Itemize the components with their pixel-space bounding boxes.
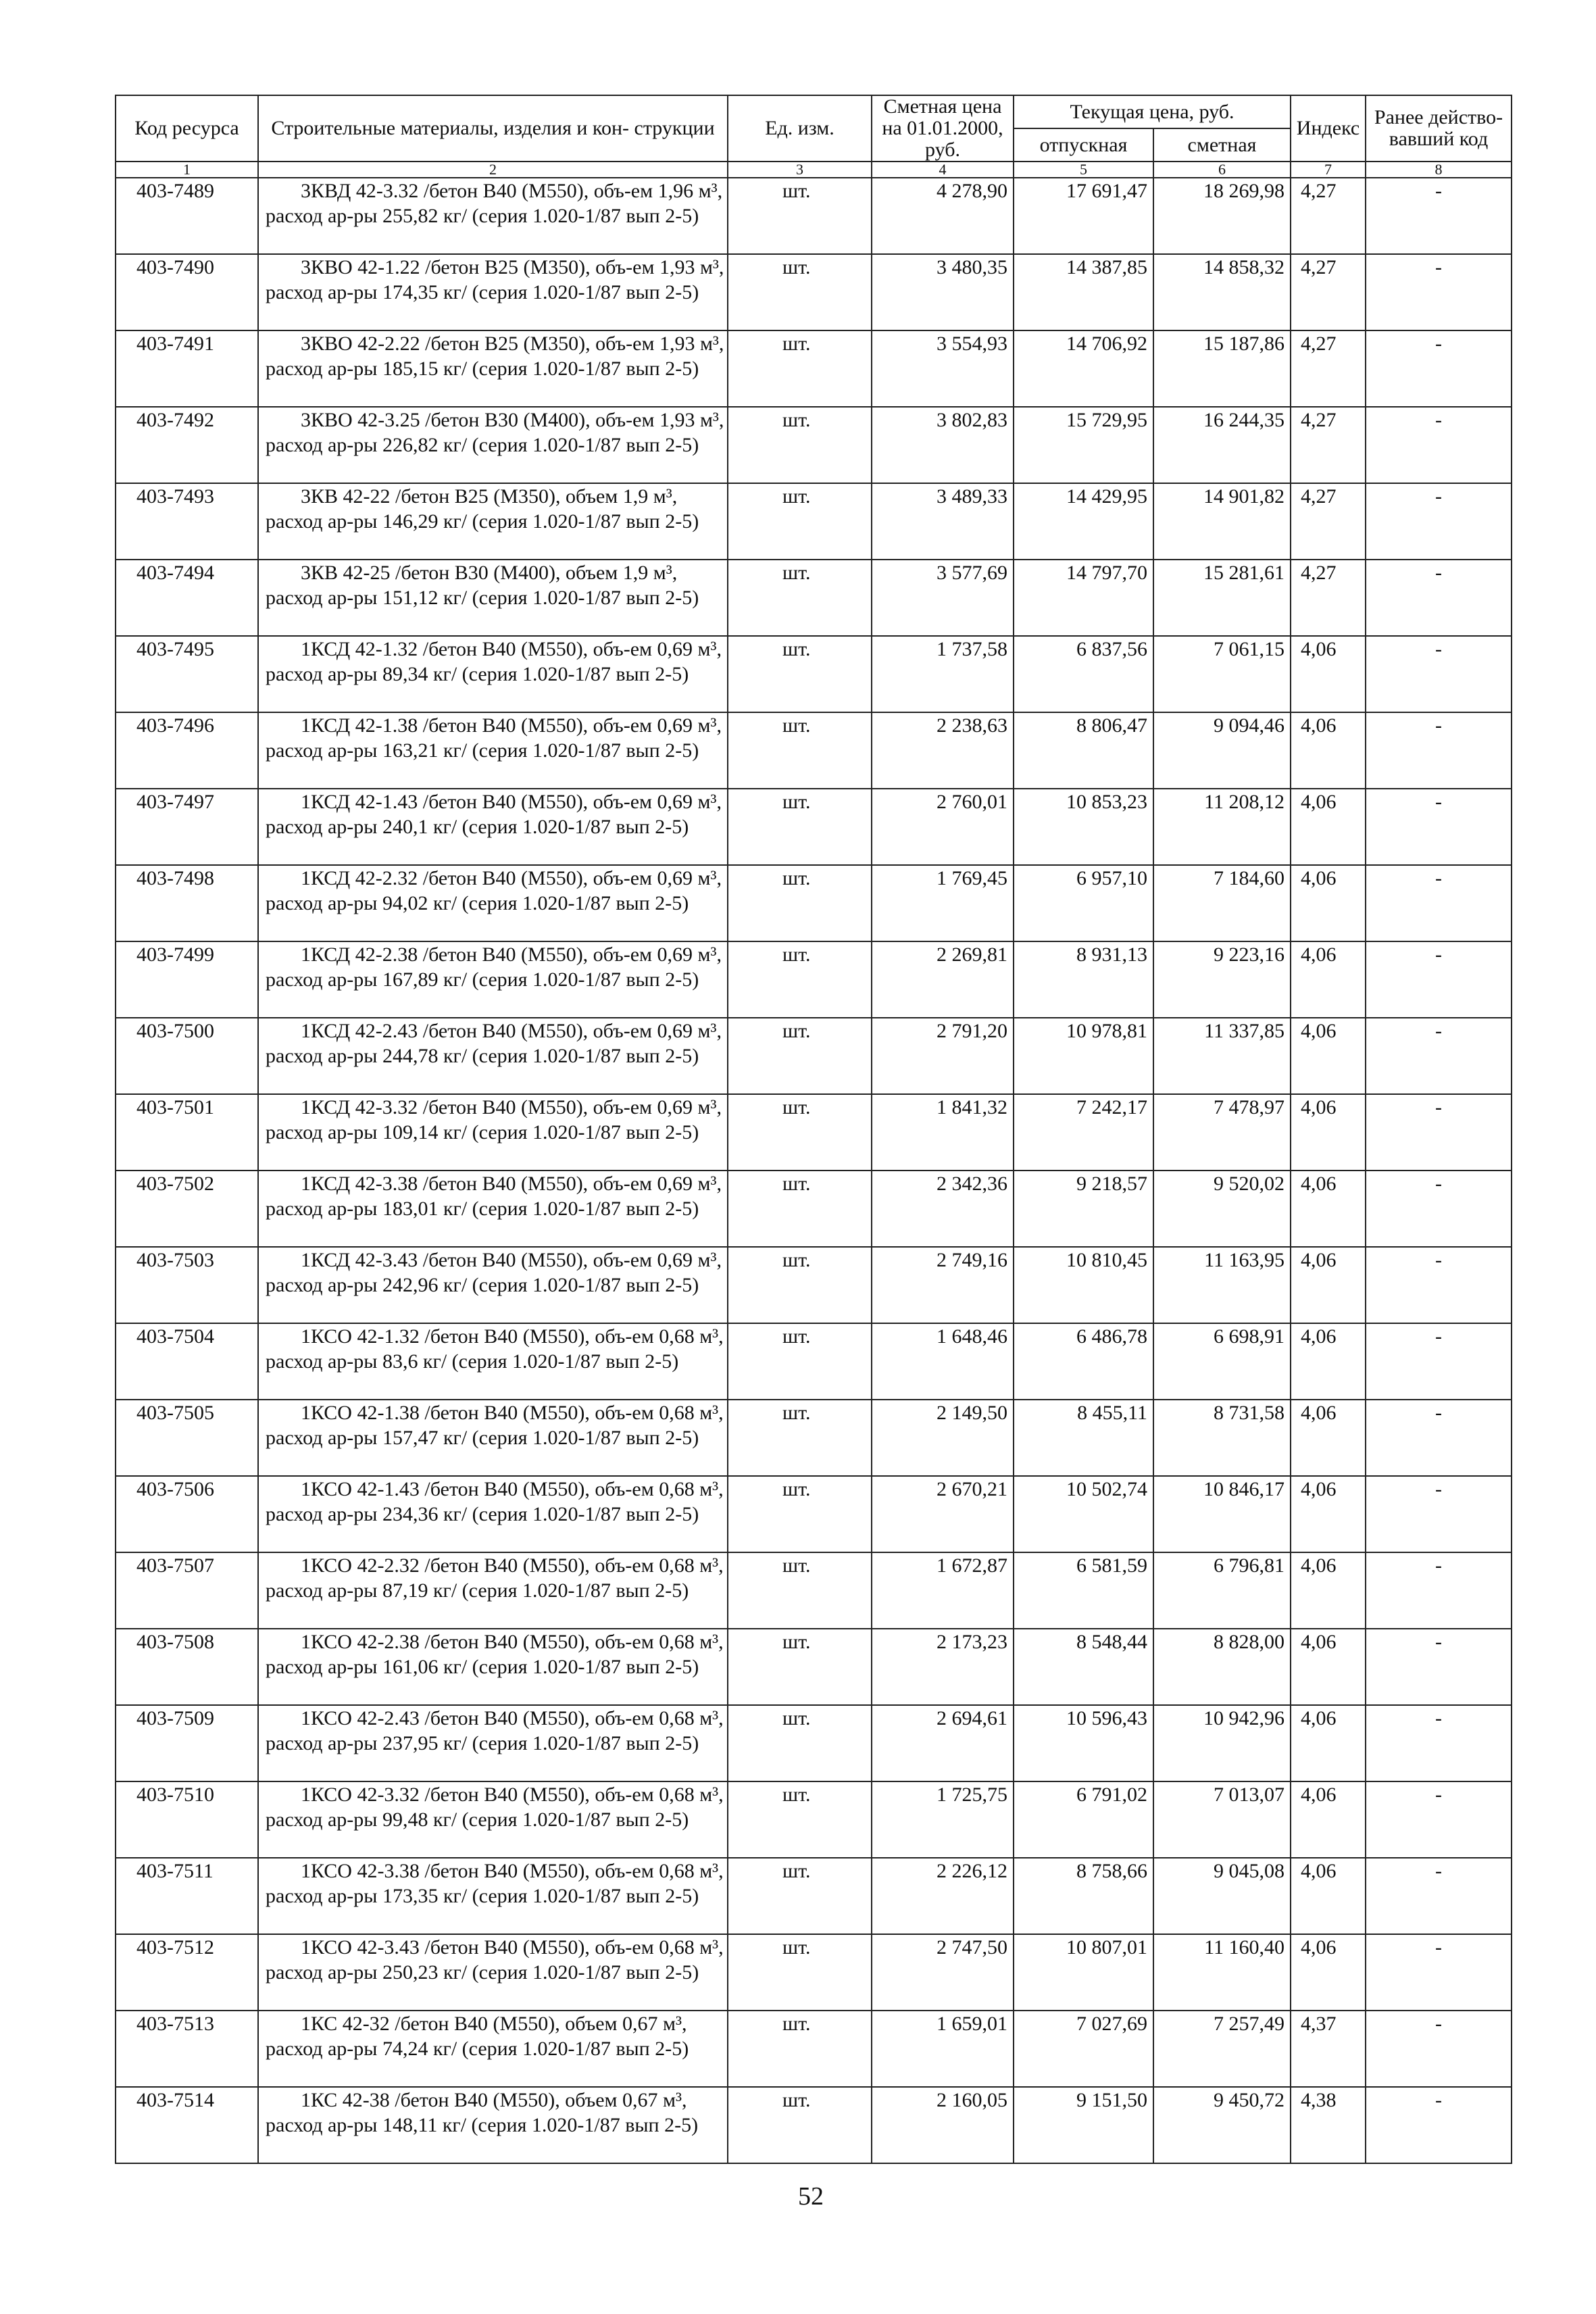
previous-code-cell: - [1366, 1552, 1512, 1629]
previous-code-cell: - [1366, 2087, 1512, 2163]
price-index-cell: 4,06 [1291, 1858, 1366, 1934]
material-name-cell [258, 483, 728, 560]
unit-cell: шт. [728, 2087, 872, 2163]
resource-code-cell: 403-7495 [116, 636, 258, 712]
table-row [116, 941, 1512, 1018]
base-price-cell: 2 149,50 [872, 1400, 1014, 1476]
price-index-cell: 4,27 [1291, 560, 1366, 636]
column-number: 6 [1153, 162, 1291, 178]
resource-code-cell: 403-7496 [116, 712, 258, 789]
base-price-cell: 2 269,81 [872, 941, 1014, 1018]
table-row [116, 1171, 1512, 1247]
price-index-cell: 4,37 [1291, 2011, 1366, 2087]
base-price-cell: 2 760,01 [872, 789, 1014, 865]
previous-code-cell: - [1366, 1018, 1512, 1094]
price-index-cell: 4,06 [1291, 1400, 1366, 1476]
material-name-text: 1КСО 42-1.32 /бетон В40 (М550), объ-ем 0,68 м³, расход ар-ры 83,6 кг/ (серия 1.020-1/87 вып 2-5) [266, 1325, 724, 1373]
base-price-cell: 2 670,21 [872, 1476, 1014, 1552]
estimate-price-cell: 16 244,35 [1153, 407, 1291, 483]
table-row [116, 254, 1512, 330]
column-number: 1 [116, 162, 258, 178]
estimate-price-cell: 11 208,12 [1153, 789, 1291, 865]
previous-code-cell: - [1366, 1094, 1512, 1171]
price-index-cell: 4,38 [1291, 2087, 1366, 2163]
material-name-text: 3КВД 42-3.32 /бетон В40 (М550), объ-ем 1,96 м³, расход ар-ры 255,82 кг/ (серия 1.020-1/87 вып 2-5) [266, 180, 723, 227]
estimate-price-cell: 7 013,07 [1153, 1781, 1291, 1858]
material-name-text: 1КСО 42-3.43 /бетон В40 (М550), объ-ем 0,68 м³, расход ар-ры 250,23 кг/ (серия 1.020-1/87 вып 2-5) [266, 1936, 724, 1984]
release-price-cell: 8 806,47 [1014, 712, 1153, 789]
header-base-price: Сметная цена на 01.01.2000, руб. [872, 95, 1014, 162]
table-row [116, 865, 1512, 941]
price-index-cell: 4,06 [1291, 1018, 1366, 1094]
base-price-cell: 2 226,12 [872, 1858, 1014, 1934]
previous-code-cell: - [1366, 330, 1512, 407]
price-index-cell: 4,06 [1291, 1094, 1366, 1171]
table-row [116, 1018, 1512, 1094]
estimate-price-cell: 7 257,49 [1153, 2011, 1291, 2087]
price-index-cell: 4,06 [1291, 1629, 1366, 1705]
material-name-text: 1КСО 42-3.38 /бетон В40 (М550), объ-ем 0,68 м³, расход ар-ры 173,35 кг/ (серия 1.020-1/87 вып 2-5) [266, 1860, 724, 1907]
release-price-cell: 6 486,78 [1014, 1323, 1153, 1400]
table-row [116, 1094, 1512, 1171]
resource-code-cell: 403-7500 [116, 1018, 258, 1094]
estimate-price-cell: 10 846,17 [1153, 1476, 1291, 1552]
base-price-cell: 2 749,16 [872, 1247, 1014, 1323]
unit-cell: шт. [728, 330, 872, 407]
release-price-cell: 10 502,74 [1014, 1476, 1153, 1552]
base-price-cell: 3 489,33 [872, 483, 1014, 560]
header-release-price: отпускная [1014, 128, 1153, 162]
price-index-cell: 4,06 [1291, 865, 1366, 941]
estimate-price-cell: 8 731,58 [1153, 1400, 1291, 1476]
release-price-cell: 6 957,10 [1014, 865, 1153, 941]
unit-cell: шт. [728, 178, 872, 254]
base-price-cell: 3 577,69 [872, 560, 1014, 636]
material-name-cell [258, 1552, 728, 1629]
unit-cell: шт. [728, 1629, 872, 1705]
unit-cell: шт. [728, 407, 872, 483]
resource-code-cell: 403-7497 [116, 789, 258, 865]
material-name-cell [258, 636, 728, 712]
base-price-cell: 3 802,83 [872, 407, 1014, 483]
resource-code-cell: 403-7499 [116, 941, 258, 1018]
unit-cell: шт. [728, 1476, 872, 1552]
previous-code-cell: - [1366, 407, 1512, 483]
base-price-cell: 1 648,46 [872, 1323, 1014, 1400]
material-name-text: 3КВО 42-2.22 /бетон В25 (М350), объ-ем 1,93 м³, расход ар-ры 185,15 кг/ (серия 1.020-1/87 вып 2-5) [266, 333, 724, 380]
unit-cell: шт. [728, 941, 872, 1018]
material-name-cell [258, 1629, 728, 1705]
previous-code-cell: - [1366, 178, 1512, 254]
material-name-text: 1КСД 42-1.32 /бетон В40 (М550), объ-ем 0,69 м³, расход ар-ры 89,34 кг/ (серия 1.020-1/87 вып 2-5) [266, 638, 722, 685]
table-row [116, 636, 1512, 712]
estimate-price-cell: 11 160,40 [1153, 1934, 1291, 2011]
estimate-price-cell: 7 184,60 [1153, 865, 1291, 941]
estimate-price-cell: 10 942,96 [1153, 1705, 1291, 1781]
price-index-cell: 4,06 [1291, 1781, 1366, 1858]
material-name-cell [258, 1171, 728, 1247]
estimate-price-cell: 9 520,02 [1153, 1171, 1291, 1247]
release-price-cell: 8 548,44 [1014, 1629, 1153, 1705]
estimate-price-cell: 7 478,97 [1153, 1094, 1291, 1171]
resource-code-cell: 403-7494 [116, 560, 258, 636]
release-price-cell: 6 837,56 [1014, 636, 1153, 712]
column-number: 5 [1014, 162, 1153, 178]
previous-code-cell: - [1366, 1781, 1512, 1858]
previous-code-cell: - [1366, 712, 1512, 789]
material-name-text: 1КСД 42-2.38 /бетон В40 (М550), объ-ем 0,69 м³, расход ар-ры 167,89 кг/ (серия 1.020-1/87 вып 2-5) [266, 943, 722, 991]
material-name-text: 3КВО 42-3.25 /бетон В30 (М400), объ-ем 1,93 м³, расход ар-ры 226,82 кг/ (серия 1.020-1/87 вып 2-5) [266, 409, 724, 456]
previous-code-cell: - [1366, 1400, 1512, 1476]
resource-code-cell: 403-7505 [116, 1400, 258, 1476]
column-number: 8 [1366, 162, 1512, 178]
material-name-cell [258, 941, 728, 1018]
previous-code-cell: - [1366, 1858, 1512, 1934]
material-name-text: 1КСД 42-3.32 /бетон В40 (М550), объ-ем 0,69 м³, расход ар-ры 109,14 кг/ (серия 1.020-1/87 вып 2-5) [266, 1096, 722, 1143]
resource-code-cell: 403-7514 [116, 2087, 258, 2163]
material-name-cell [258, 1705, 728, 1781]
table-row [116, 178, 1512, 254]
price-table-sheet [115, 95, 1511, 2164]
base-price-cell: 2 160,05 [872, 2087, 1014, 2163]
table-row [116, 1781, 1512, 1858]
material-name-cell [258, 2087, 728, 2163]
table-row [116, 1400, 1512, 1476]
material-name-text: 1КСО 42-2.43 /бетон В40 (М550), объ-ем 0,68 м³, расход ар-ры 237,95 кг/ (серия 1.020-1/87 вып 2-5) [266, 1707, 724, 1754]
table-row [116, 712, 1512, 789]
previous-code-cell: - [1366, 560, 1512, 636]
resource-code-cell: 403-7492 [116, 407, 258, 483]
material-name-cell [258, 2011, 728, 2087]
header-code: Код ресурса [116, 95, 258, 162]
table-row [116, 560, 1512, 636]
unit-cell: шт. [728, 1247, 872, 1323]
material-name-text: 1КСД 42-1.43 /бетон В40 (М550), объ-ем 0,69 м³, расход ар-ры 240,1 кг/ (серия 1.020-1/87 вып 2-5) [266, 791, 722, 838]
table-row [116, 1705, 1512, 1781]
base-price-cell: 4 278,90 [872, 178, 1014, 254]
resource-code-cell: 403-7507 [116, 1552, 258, 1629]
release-price-cell: 10 596,43 [1014, 1705, 1153, 1781]
price-index-cell: 4,27 [1291, 407, 1366, 483]
previous-code-cell: - [1366, 1705, 1512, 1781]
material-name-cell [258, 789, 728, 865]
previous-code-cell: - [1366, 1476, 1512, 1552]
estimate-price-cell: 8 828,00 [1153, 1629, 1291, 1705]
previous-code-cell: - [1366, 789, 1512, 865]
material-name-cell [258, 254, 728, 330]
price-index-cell: 4,06 [1291, 941, 1366, 1018]
price-index-cell: 4,06 [1291, 636, 1366, 712]
release-price-cell: 8 455,11 [1014, 1400, 1153, 1476]
unit-cell: шт. [728, 1018, 872, 1094]
table-row [116, 2087, 1512, 2163]
material-name-text: 1КСО 42-2.38 /бетон В40 (М550), объ-ем 0,68 м³, расход ар-ры 161,06 кг/ (серия 1.020-1/87 вып 2-5) [266, 1631, 724, 1678]
estimate-price-cell: 15 187,86 [1153, 330, 1291, 407]
column-number: 7 [1291, 162, 1366, 178]
release-price-cell: 15 729,95 [1014, 407, 1153, 483]
estimate-price-cell: 6 796,81 [1153, 1552, 1291, 1629]
unit-cell: шт. [728, 1705, 872, 1781]
resource-code-cell: 403-7513 [116, 2011, 258, 2087]
material-name-cell [258, 712, 728, 789]
price-index-cell: 4,27 [1291, 330, 1366, 407]
base-price-cell: 1 725,75 [872, 1781, 1014, 1858]
estimate-price-cell: 9 450,72 [1153, 2087, 1291, 2163]
material-name-text: 1КСО 42-3.32 /бетон В40 (М550), объ-ем 0,68 м³, расход ар-ры 99,48 кг/ (серия 1.020-1/87 вып 2-5) [266, 1783, 724, 1831]
base-price-cell: 3 554,93 [872, 330, 1014, 407]
previous-code-cell: - [1366, 254, 1512, 330]
estimate-price-cell: 9 045,08 [1153, 1858, 1291, 1934]
resource-code-cell: 403-7490 [116, 254, 258, 330]
release-price-cell: 6 581,59 [1014, 1552, 1153, 1629]
unit-cell: шт. [728, 1171, 872, 1247]
estimate-price-cell: 11 337,85 [1153, 1018, 1291, 1094]
base-price-cell: 2 173,23 [872, 1629, 1014, 1705]
unit-cell: шт. [728, 789, 872, 865]
material-name-text: 1КС 42-32 /бетон В40 (М550), объем 0,67 м³, расход ар-ры 74,24 кг/ (серия 1.020-1/87 вып 2-5) [266, 2013, 689, 2060]
estimate-price-cell: 7 061,15 [1153, 636, 1291, 712]
resource-code-cell: 403-7493 [116, 483, 258, 560]
price-index-cell: 4,27 [1291, 178, 1366, 254]
unit-cell: шт. [728, 1094, 872, 1171]
price-index-cell: 4,06 [1291, 1171, 1366, 1247]
resource-code-cell: 403-7512 [116, 1934, 258, 2011]
material-name-cell [258, 1858, 728, 1934]
estimate-price-cell: 15 281,61 [1153, 560, 1291, 636]
table-row [116, 789, 1512, 865]
price-index-cell: 4,27 [1291, 254, 1366, 330]
previous-code-cell: - [1366, 1629, 1512, 1705]
unit-cell: шт. [728, 1934, 872, 2011]
release-price-cell: 6 791,02 [1014, 1781, 1153, 1858]
unit-cell: шт. [728, 1781, 872, 1858]
material-name-text: 1КСД 42-3.38 /бетон В40 (М550), объ-ем 0,69 м³, расход ар-ры 183,01 кг/ (серия 1.020-1/87 вып 2-5) [266, 1173, 722, 1220]
material-name-text: 3КВО 42-1.22 /бетон В25 (М350), объ-ем 1,93 м³, расход ар-ры 174,35 кг/ (серия 1.020-1/87 вып 2-5) [266, 256, 724, 303]
previous-code-cell: - [1366, 636, 1512, 712]
release-price-cell: 10 853,23 [1014, 789, 1153, 865]
table-row [116, 330, 1512, 407]
base-price-cell: 1 841,32 [872, 1094, 1014, 1171]
resource-code-cell: 403-7511 [116, 1858, 258, 1934]
table-row [116, 1323, 1512, 1400]
header-row [116, 95, 1512, 128]
header-current-price: Текущая цена, руб. [1014, 95, 1291, 128]
base-price-cell: 2 342,36 [872, 1171, 1014, 1247]
estimate-price-cell: 9 094,46 [1153, 712, 1291, 789]
table-row [116, 1247, 1512, 1323]
previous-code-cell: - [1366, 1247, 1512, 1323]
header-unit: Ед. изм. [728, 95, 872, 162]
unit-cell: шт. [728, 865, 872, 941]
unit-cell: шт. [728, 1552, 872, 1629]
header-prev-code: Ранее действо- вавший код [1366, 95, 1512, 162]
header-name: Строительные материалы, изделия и кон- струкции [258, 95, 728, 162]
estimate-price-cell: 14 858,32 [1153, 254, 1291, 330]
page-number: 52 [798, 2182, 824, 2211]
release-price-cell: 14 797,70 [1014, 560, 1153, 636]
table-row [116, 1476, 1512, 1552]
material-name-text: 1КСО 42-2.32 /бетон В40 (М550), объ-ем 0,68 м³, расход ар-ры 87,19 кг/ (серия 1.020-1/87 вып 2-5) [266, 1554, 724, 1602]
unit-cell: шт. [728, 712, 872, 789]
release-price-cell: 17 691,47 [1014, 178, 1153, 254]
price-index-cell: 4,06 [1291, 1934, 1366, 2011]
unit-cell: шт. [728, 2011, 872, 2087]
estimate-price-cell: 18 269,98 [1153, 178, 1291, 254]
resource-code-cell: 403-7503 [116, 1247, 258, 1323]
release-price-cell: 8 931,13 [1014, 941, 1153, 1018]
price-index-cell: 4,06 [1291, 712, 1366, 789]
unit-cell: шт. [728, 560, 872, 636]
base-price-cell: 2 747,50 [872, 1934, 1014, 2011]
release-price-cell: 10 978,81 [1014, 1018, 1153, 1094]
table-row [116, 483, 1512, 560]
previous-code-cell: - [1366, 1323, 1512, 1400]
unit-cell: шт. [728, 254, 872, 330]
release-price-cell: 7 027,69 [1014, 2011, 1153, 2087]
column-number: 3 [728, 162, 872, 178]
material-name-cell [258, 865, 728, 941]
table-row [116, 1858, 1512, 1934]
material-name-cell [258, 560, 728, 636]
release-price-cell: 14 706,92 [1014, 330, 1153, 407]
column-number: 4 [872, 162, 1014, 178]
material-name-cell [258, 1323, 728, 1400]
resource-code-cell: 403-7506 [116, 1476, 258, 1552]
material-name-cell [258, 330, 728, 407]
release-price-cell: 14 387,85 [1014, 254, 1153, 330]
release-price-cell: 8 758,66 [1014, 1858, 1153, 1934]
resource-code-cell: 403-7504 [116, 1323, 258, 1400]
previous-code-cell: - [1366, 941, 1512, 1018]
material-name-cell [258, 1018, 728, 1094]
material-name-text: 1КСО 42-1.38 /бетон В40 (М550), объ-ем 0,68 м³, расход ар-ры 157,47 кг/ (серия 1.020-1/87 вып 2-5) [266, 1402, 724, 1449]
price-index-cell: 4,06 [1291, 789, 1366, 865]
estimate-price-cell: 9 223,16 [1153, 941, 1291, 1018]
base-price-cell: 2 238,63 [872, 712, 1014, 789]
unit-cell: шт. [728, 1858, 872, 1934]
material-name-cell [258, 1934, 728, 2011]
material-name-cell [258, 1094, 728, 1171]
price-index-cell: 4,06 [1291, 1476, 1366, 1552]
material-name-text: 3КВ 42-22 /бетон В25 (М350), объем 1,9 м³, расход ар-ры 146,29 кг/ (серия 1.020-1/87 вып 2-5) [266, 485, 699, 533]
table-row [116, 1629, 1512, 1705]
resource-code-cell: 403-7509 [116, 1705, 258, 1781]
base-price-cell: 1 659,01 [872, 2011, 1014, 2087]
material-name-cell [258, 1400, 728, 1476]
price-table [115, 95, 1512, 2164]
resource-code-cell: 403-7489 [116, 178, 258, 254]
unit-cell: шт. [728, 1323, 872, 1400]
resource-code-cell: 403-7508 [116, 1629, 258, 1705]
header-index: Индекс [1291, 95, 1366, 162]
price-index-cell: 4,06 [1291, 1705, 1366, 1781]
resource-code-cell: 403-7501 [116, 1094, 258, 1171]
estimate-price-cell: 11 163,95 [1153, 1247, 1291, 1323]
resource-code-cell: 403-7510 [116, 1781, 258, 1858]
table-row [116, 1934, 1512, 2011]
table-header [116, 95, 1512, 178]
price-index-cell: 4,06 [1291, 1247, 1366, 1323]
estimate-price-cell: 6 698,91 [1153, 1323, 1291, 1400]
material-name-cell [258, 178, 728, 254]
base-price-cell: 3 480,35 [872, 254, 1014, 330]
release-price-cell: 10 807,01 [1014, 1934, 1153, 2011]
material-name-text: 1КСО 42-1.43 /бетон В40 (М550), объ-ем 0,68 м³, расход ар-ры 234,36 кг/ (серия 1.020-1/87 вып 2-5) [266, 1478, 724, 1525]
material-name-cell [258, 407, 728, 483]
unit-cell: шт. [728, 1400, 872, 1476]
material-name-text: 1КС 42-38 /бетон В40 (М550), объем 0,67 м³, расход ар-ры 148,11 кг/ (серия 1.020-1/87 вып 2-5) [266, 2089, 699, 2136]
resource-code-cell: 403-7498 [116, 865, 258, 941]
column-number-row [116, 162, 1512, 178]
previous-code-cell: - [1366, 2011, 1512, 2087]
release-price-cell: 7 242,17 [1014, 1094, 1153, 1171]
base-price-cell: 2 694,61 [872, 1705, 1014, 1781]
base-price-cell: 1 769,45 [872, 865, 1014, 941]
base-price-cell: 1 737,58 [872, 636, 1014, 712]
unit-cell: шт. [728, 636, 872, 712]
unit-cell: шт. [728, 483, 872, 560]
release-price-cell: 14 429,95 [1014, 483, 1153, 560]
previous-code-cell: - [1366, 1934, 1512, 2011]
material-name-cell [258, 1247, 728, 1323]
material-name-text: 3КВ 42-25 /бетон В30 (М400), объем 1,9 м³, расход ар-ры 151,12 кг/ (серия 1.020-1/87 вып 2-5) [266, 562, 699, 609]
previous-code-cell: - [1366, 865, 1512, 941]
release-price-cell: 10 810,45 [1014, 1247, 1153, 1323]
material-name-cell [258, 1781, 728, 1858]
price-index-cell: 4,06 [1291, 1552, 1366, 1629]
header-estimate-price: сметная [1153, 128, 1291, 162]
material-name-text: 1КСД 42-1.38 /бетон В40 (М550), объ-ем 0,69 м³, расход ар-ры 163,21 кг/ (серия 1.020-1/87 вып 2-5) [266, 714, 722, 762]
resource-code-cell: 403-7491 [116, 330, 258, 407]
table-body [116, 178, 1512, 2163]
release-price-cell: 9 218,57 [1014, 1171, 1153, 1247]
base-price-cell: 2 791,20 [872, 1018, 1014, 1094]
table-row [116, 2011, 1512, 2087]
material-name-text: 1КСД 42-2.43 /бетон В40 (М550), объ-ем 0,69 м³, расход ар-ры 244,78 кг/ (серия 1.020-1/87 вып 2-5) [266, 1020, 722, 1067]
table-row [116, 407, 1512, 483]
base-price-cell: 1 672,87 [872, 1552, 1014, 1629]
material-name-text: 1КСД 42-3.43 /бетон В40 (М550), объ-ем 0,69 м³, расход ар-ры 242,96 кг/ (серия 1.020-1/87 вып 2-5) [266, 1249, 722, 1296]
column-number: 2 [258, 162, 728, 178]
material-name-text: 1КСД 42-2.32 /бетон В40 (М550), объ-ем 0,69 м³, расход ар-ры 94,02 кг/ (серия 1.020-1/87 вып 2-5) [266, 867, 722, 914]
resource-code-cell: 403-7502 [116, 1171, 258, 1247]
previous-code-cell: - [1366, 483, 1512, 560]
estimate-price-cell: 14 901,82 [1153, 483, 1291, 560]
price-index-cell: 4,06 [1291, 1323, 1366, 1400]
previous-code-cell: - [1366, 1171, 1512, 1247]
release-price-cell: 9 151,50 [1014, 2087, 1153, 2163]
price-index-cell: 4,27 [1291, 483, 1366, 560]
material-name-cell [258, 1476, 728, 1552]
table-row [116, 1552, 1512, 1629]
